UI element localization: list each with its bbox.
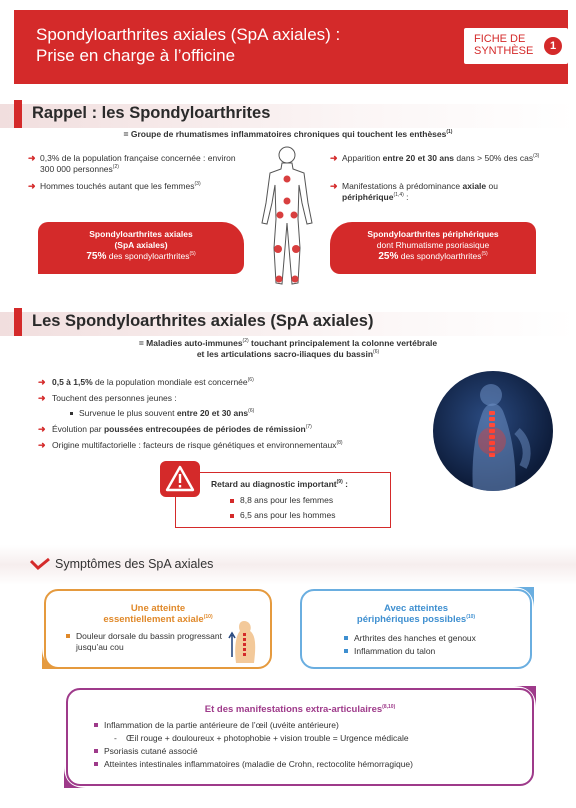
rappel-right-item-1: ➜ Apparition entre 20 et 30 ans dans > 50% des cas$^{(3)}$	[330, 153, 540, 163]
page-title-line2: Prise en charge à l’officine	[36, 46, 236, 65]
arrow-icon: ➜	[38, 377, 46, 387]
box-atteinte-axiale	[44, 589, 272, 669]
warning-item-2: 6,5 ans pour les hommes	[230, 510, 335, 521]
back-spine-icon	[226, 617, 260, 665]
extra-item-2: Psoriasis cutané associé	[104, 746, 198, 757]
warning-triangle-icon	[160, 461, 200, 497]
arrow-icon: ➜	[330, 153, 338, 163]
bullet-icon	[230, 499, 234, 503]
corner-purple-top-icon	[514, 686, 536, 708]
back-pain-image	[433, 371, 553, 491]
header-banner	[14, 10, 568, 84]
rappel-left-item-2: ➜ Hommes touchés autant que les femmes$^{(3)}$	[28, 181, 201, 191]
rappel-left-item-1: ➜ 0,3% de la population française concernée : environ 300 000 personnes$^{(2)}$	[28, 153, 236, 174]
axiales-item-4: ➜ Origine multifactorielle : facteurs de risque génétiques et environnementaux$^{(8)}$	[38, 440, 343, 450]
extra-subitem: - Œil rouge + douloureux + photophobie + vision trouble = Urgence médicale	[114, 733, 409, 743]
bullet-icon	[230, 514, 234, 518]
section-marker	[14, 100, 22, 128]
arrow-icon: ➜	[330, 181, 338, 191]
corner-purple-bottom-icon	[64, 766, 86, 788]
fiche-badge	[464, 28, 568, 64]
box-atteintes-peripheriques-item-1: Arthrites des hanches et genoux	[354, 633, 476, 644]
fiche-number: 1	[544, 37, 562, 55]
box-atteinte-axiale-title: Une atteinte essentiellement axiale$^{(10)}$	[103, 603, 213, 625]
box-atteintes-peripheriques	[300, 589, 532, 669]
warning-icon-tile	[160, 461, 200, 497]
bullet-icon	[66, 634, 70, 638]
spine-illustration-icon	[433, 371, 553, 491]
warning-item-1: 8,8 ans pour les femmes	[230, 495, 333, 506]
box-atteintes-peripheriques-item-2: Inflammation du talon	[354, 646, 435, 657]
chevron-arrow-icon	[30, 557, 50, 571]
extra-item-1: Inflammation de la partie antérieure de l’œil (uvéite antérieure)	[104, 720, 339, 731]
page-title-line1: Spondyloarthrites axiales (SpA axiales) :	[36, 25, 341, 44]
box-spa-peripheriques: Spondyloarthrites périphériques dont Rhumatisme psoriasique 25% des spondyloarthrites$^{(5)}$	[330, 222, 536, 274]
symptoms-title: Symptômes des SpA axiales	[55, 557, 214, 571]
fiche-label-line1: FICHE DE	[474, 33, 526, 45]
box-spa-axiales: Spondyloarthrites axiales (SpA axiales) 75% des spondyloarthrites$^{(5)}$	[38, 222, 244, 274]
bullet-icon	[94, 723, 98, 727]
warning-box	[175, 472, 391, 528]
arrow-icon: ➜	[38, 393, 46, 403]
rappel-right-item-2: ➜ Manifestations à prédominance axiale ou périphérique$^{(1,4)}$ :	[330, 181, 498, 202]
bullet-icon	[94, 762, 98, 766]
rappel-subtitle: = Groupe de rhumatismes inflammatoires chroniques qui touchent les enthèses$^{(1)}$	[123, 129, 453, 139]
bullet-icon	[70, 412, 73, 415]
axiales-item-3: ➜ Évolution par poussées entrecoupées de périodes de rémission$^{(7)}$	[38, 424, 312, 434]
section-title-rappel: Rappel : les Spondyloarthrites	[32, 104, 271, 122]
arrow-icon: ➜	[28, 153, 36, 163]
warning-title: Retard au diagnostic important$^{(9)}$ :	[211, 479, 348, 489]
arrow-icon: ➜	[38, 424, 46, 434]
box-atteintes-peripheriques-title: Avec atteintes périphériques possibles$^{(10)}$	[356, 603, 476, 625]
bullet-icon	[344, 636, 348, 640]
fiche-label-line2: SYNTHÈSE	[474, 45, 534, 57]
human-body-figure-icon	[256, 143, 318, 293]
box-extra-articulaires-title: Et des manifestations extra-articulaires$^{(8,10)}$	[204, 703, 396, 715]
box-extra-articulaires	[66, 688, 534, 786]
section-title-axiales: Les Spondyloarthrites axiales (SpA axiales)	[32, 312, 374, 330]
box-atteinte-axiale-item: Douleur dorsale du bassin progressant jusqu’au cou	[76, 631, 226, 653]
axiales-subtitle: = Maladies auto-immunes$^{(2)}$ touchant principalement la colonne vertébrale et les articulations sacro-iliaques du bassin$^{(6)}$	[138, 338, 438, 359]
corner-blue-icon	[512, 587, 534, 609]
arrow-icon: ➜	[38, 440, 46, 450]
arrow-icon: ➜	[28, 181, 36, 191]
section-marker	[14, 308, 22, 336]
bullet-icon	[344, 649, 348, 653]
dash-icon: -	[114, 733, 117, 743]
axiales-item-1: ➜ 0,5 à 1,5% de la population mondiale est concernée$^{(6)}$	[38, 377, 254, 387]
bullet-icon	[94, 749, 98, 753]
corner-orange-icon	[42, 647, 64, 669]
extra-item-3: Atteintes intestinales inflammatoires (maladie de Crohn, rectocolite hémorragique)	[104, 759, 413, 770]
axiales-item-2: ➜ Touchent des personnes jeunes :	[38, 393, 177, 403]
axiales-subitem: Survenue le plus souvent entre 20 et 30 ans$^{(6)}$	[70, 408, 254, 419]
